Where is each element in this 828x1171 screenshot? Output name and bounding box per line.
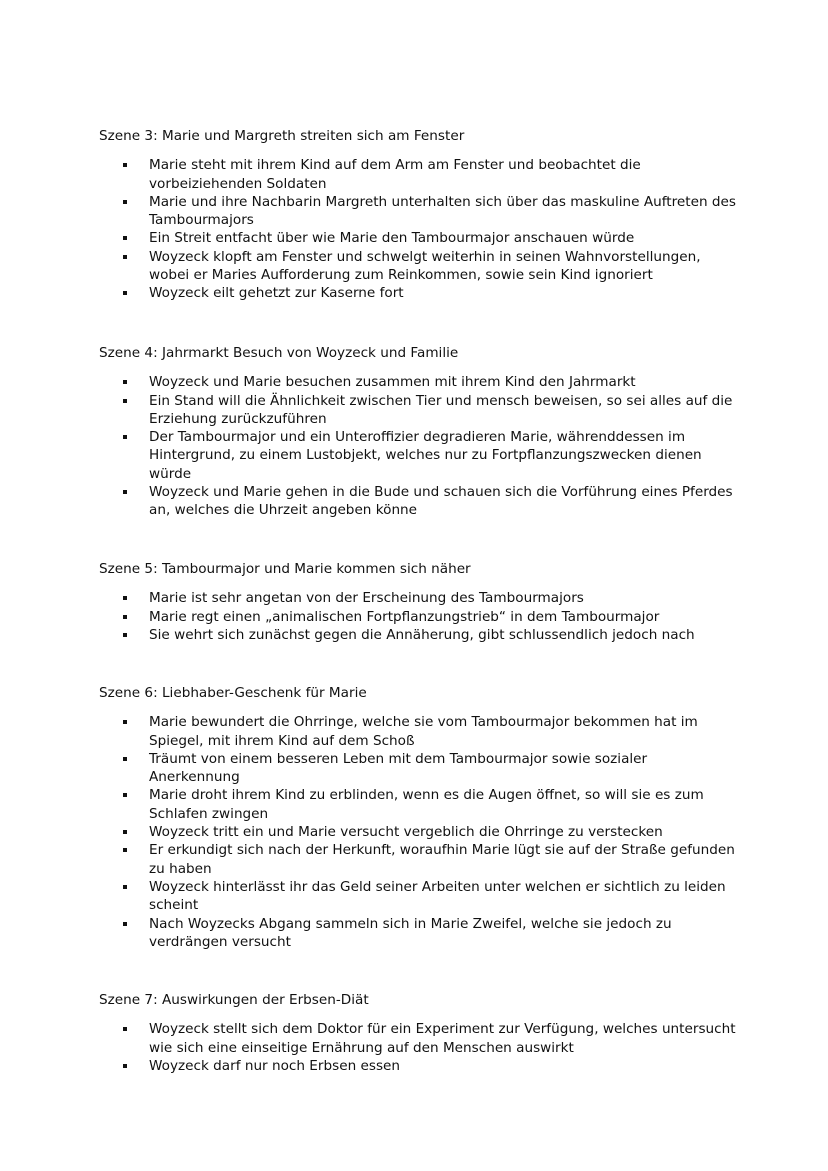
scene-6-title: Szene 6: Liebhaber-Geschenk für Marie [99, 685, 367, 701]
scene-4-bullet-list [99, 373, 739, 519]
bullet-text: Woyzeck stellt sich dem Doktor für ein Experiment zur Verfügung, welches untersucht wie sich eine einseitige Ernährung auf den Menschen auswirkt [149, 1021, 736, 1056]
square-bullet-icon [123, 1027, 127, 1031]
bullet-text: Woyzeck und Marie gehen in die Bude und schauen sich die Vorführung eines Pferdes an, welches die Uhrzeit angeben könne [149, 484, 733, 519]
bullet-text: Woyzeck und Marie besuchen zusammen mit ihrem Kind den Jahrmarkt [149, 374, 636, 391]
bullet-item [99, 878, 739, 915]
scene-3-section [99, 127, 739, 303]
bullet-text: Der Tambourmajor und ein Unteroffizier degradieren Marie, währenddessen im Hintergrund, zu einem Lustobjekt, welches nur zu Fortpflanzungszwecken dienen würde [149, 429, 702, 482]
bullet-item [99, 713, 739, 750]
bullet-item [99, 1057, 739, 1075]
square-bullet-icon [123, 885, 127, 889]
bullet-item [99, 229, 739, 247]
scene-6-section [99, 684, 739, 951]
bullet-text: Marie steht mit ihrem Kind auf dem Arm am Fenster und beobachtet die vorbeiziehenden Soldaten [149, 157, 641, 192]
square-bullet-icon [123, 615, 127, 619]
square-bullet-icon [123, 830, 127, 834]
scene-6-bullet-list [99, 713, 739, 951]
scene-3-bullet-list [99, 156, 739, 302]
square-bullet-icon [123, 435, 127, 439]
square-bullet-icon [123, 720, 127, 724]
bullet-item [99, 392, 739, 429]
bullet-item [99, 284, 739, 302]
square-bullet-icon [123, 922, 127, 926]
square-bullet-icon [123, 236, 127, 240]
bullet-item [99, 786, 739, 823]
bullet-item [99, 483, 739, 520]
scene-5-bullet-list [99, 589, 739, 644]
bullet-text: Woyzeck tritt ein und Marie versucht vergeblich die Ohrringe zu verstecken [149, 824, 663, 841]
bullet-item [99, 589, 739, 607]
bullet-item [99, 626, 739, 644]
scene-7-bullet-list [99, 1020, 739, 1075]
square-bullet-icon [123, 490, 127, 494]
bullet-text: Ein Stand will die Ähnlichkeit zwischen Tier und mensch beweisen, so sei alles auf die Erziehung zurückzuführen [149, 392, 733, 427]
square-bullet-icon [123, 793, 127, 797]
bullet-text: Marie ist sehr angetan von der Erscheinung des Tambourmajors [149, 590, 584, 607]
bullet-item [99, 156, 739, 193]
square-bullet-icon [123, 200, 127, 204]
scene-3-title: Szene 3: Marie und Margreth streiten sich am Fenster [99, 128, 465, 144]
bullet-item [99, 428, 739, 483]
bullet-item [99, 915, 739, 952]
bullet-text: Ein Streit entfacht über wie Marie den Tambourmajor anschauen würde [149, 230, 635, 247]
bullet-text: Marie bewundert die Ohrringe, welche sie vom Tambourmajor bekommen hat im Spiegel, mit ihrem Kind auf dem Schoß [149, 714, 698, 749]
square-bullet-icon [123, 848, 127, 852]
square-bullet-icon [123, 596, 127, 600]
scene-7-title: Szene 7: Auswirkungen der Erbsen-Diät [99, 992, 369, 1008]
bullet-text: Träumt von einem besseren Leben mit dem Tambourmajor sowie sozialer Anerkennung [149, 750, 648, 786]
square-bullet-icon [123, 291, 127, 295]
bullet-text: Woyzeck hinterlässt ihr das Geld seiner Arbeiten unter welchen er sichtlich zu leiden scheint [149, 878, 726, 914]
scene-4-section [99, 344, 739, 520]
bullet-text: Nach Woyzecks Abgang sammeln sich in Marie Zweifel, welche sie jedoch zu verdrängen versucht [149, 915, 672, 950]
bullet-text: Woyzeck klopft am Fenster und schwelgt weiterhin in seinen Wahnvorstellungen, wobei er Maries Aufforderung zum Reinkommen, sowie sein Kind ignoriert [149, 248, 701, 284]
bullet-text: Woyzeck darf nur noch Erbsen essen [149, 1057, 401, 1074]
square-bullet-icon [123, 1064, 127, 1068]
bullet-text: Marie droht ihrem Kind zu erblinden, wenn es die Augen öffnet, so will sie es zum Schlafen zwingen [149, 787, 704, 822]
scene-4-title: Szene 4: Jahrmarkt Besuch von Woyzeck und Familie [99, 345, 459, 361]
bullet-item [99, 193, 739, 230]
square-bullet-icon [123, 163, 127, 167]
scene-7-section [99, 991, 739, 1075]
bullet-item [99, 823, 739, 841]
square-bullet-icon [123, 255, 127, 259]
square-bullet-icon [123, 633, 127, 637]
bullet-item [99, 841, 739, 878]
bullet-item [99, 1020, 739, 1057]
square-bullet-icon [123, 757, 127, 761]
bullet-text: Woyzeck eilt gehetzt zur Kaserne fort [149, 285, 404, 302]
bullet-text: Er erkundigt sich nach der Herkunft, woraufhin Marie lügt sie auf der Straße gefunden zu haben [149, 842, 735, 877]
bullet-text: Marie und ihre Nachbarin Margreth unterhalten sich über das maskuline Auftreten des Tambourmajors [149, 193, 736, 229]
scene-5-title: Szene 5: Tambourmajor und Marie kommen sich näher [99, 561, 471, 577]
bullet-text: Sie wehrt sich zunächst gegen die Annäherung, gibt schlussendlich jedoch nach [149, 626, 695, 643]
bullet-text: Marie regt einen „animalischen Fortpflanzungstrieb“ in dem Tambourmajor [149, 608, 660, 625]
bullet-item [99, 248, 739, 285]
scene-5-section [99, 560, 739, 644]
square-bullet-icon [123, 380, 127, 384]
bullet-item [99, 750, 739, 787]
square-bullet-icon [123, 399, 127, 403]
bullet-item [99, 608, 739, 626]
bullet-item [99, 373, 739, 391]
